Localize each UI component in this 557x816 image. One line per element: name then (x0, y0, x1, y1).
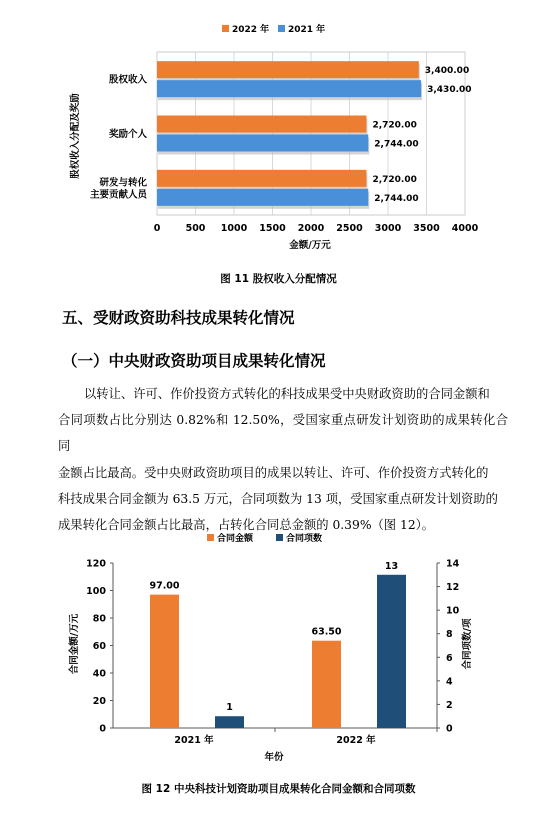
chart1-x-tick-label: 4000 (451, 223, 479, 234)
chart2-y2-tick-label: 2 (446, 699, 453, 711)
body-paragraph (58, 381, 508, 538)
chart2-y2-tick-label: 6 (446, 652, 453, 664)
chart1-x-tick-label: 500 (185, 223, 206, 234)
chart2-data-label: 13 (384, 560, 399, 572)
chart2-legend-label: 合同项数 (286, 534, 323, 544)
chart2-data-label: 1 (226, 702, 233, 714)
chart1-category-labels (90, 74, 149, 201)
chart2-x-axis-title: 年份 (264, 752, 284, 763)
chart2-y-tick-label: 100 (86, 586, 106, 597)
figure-11-caption: 图 11 股权收入分配情况 (220, 273, 337, 285)
chart1-data-label: 2,744.00 (374, 139, 419, 150)
paragraph-line: 科技成果合同金额为 63.5 万元，合同项数为 13 项，受国家重点研发计划资助的 (58, 491, 498, 506)
chart1-data-label: 2,744.00 (374, 193, 419, 204)
chart2-y-axis-title: 合同金额/万元 (69, 613, 80, 675)
chart2-data-label: 63.50 (311, 626, 342, 638)
chart1-data-label: 3,430.00 (427, 85, 472, 96)
chart1-category-label: 股权收入 (108, 74, 147, 86)
chart2-bar (377, 575, 406, 728)
equity-income-chart (0, 0, 557, 265)
chart1-data-label: 2,720.00 (372, 174, 417, 185)
chart1-legend-swatch (278, 25, 285, 32)
chart2-bar (215, 716, 244, 728)
chart2-x-tick-label: 2022 年 (336, 735, 376, 746)
contract-amount-count-chart (0, 525, 557, 775)
chart1-category-label: 主要贡献人员 (89, 189, 147, 201)
chart1-y-axis-title: 股权收入分配及奖励 (70, 93, 81, 179)
chart2-bar (312, 641, 341, 728)
chart1-x-tick-label: 1500 (259, 223, 286, 234)
chart2-legend-label: 合同金额 (217, 534, 254, 544)
chart1-bars (157, 61, 422, 209)
chart2-y-tick-label: 40 (92, 668, 106, 680)
paragraph-line: 以转让、许可、作价投资方式转化的科技成果受中央财政资助的合同金额和 (84, 387, 490, 401)
chart1-category-label: 研发与转化 (99, 177, 147, 189)
chart1-x-tick-label: 2000 (297, 223, 325, 234)
chart1-legend-swatch (222, 25, 229, 32)
chart2-y2-tick-label: 10 (446, 605, 460, 617)
chart1-data-label: 2,720.00 (372, 120, 417, 131)
chart2-y-tick-label: 60 (92, 641, 106, 652)
chart2-y2-tick-label: 0 (446, 723, 453, 735)
chart1-x-tick-label: 1000 (220, 223, 248, 234)
chart1-legend-label: 2021 年 (288, 25, 326, 35)
figure-12-caption: 图 12 中央科技计划资助项目成果转化合同金额和合同项数 (141, 783, 416, 795)
paragraph-line: 成果转化合同金额占比最高，占转化合同总金额的 0.39%（图 12）。 (58, 518, 435, 533)
chart1-bar (157, 135, 368, 152)
chart2-data-labels (149, 561, 398, 713)
paragraph-line: 合同项数占比分别达 0.82%和 12.50%，受国家重点研发计划资助的成果转化合同 (58, 413, 508, 454)
chart1-data-label: 3,400.00 (424, 66, 470, 77)
chart1-legend (222, 23, 325, 35)
chart1-x-tick-label: 3000 (374, 223, 402, 234)
chart1-x-tick-label: 2500 (336, 223, 363, 234)
chart1-x-axis-title: 金额/万元 (289, 240, 331, 251)
chart2-legend (207, 532, 322, 544)
chart1-x-tick-label: 0 (153, 223, 161, 234)
chart2-y2-tick-label: 4 (446, 676, 453, 688)
chart2-y2-tick-label: 12 (446, 582, 460, 594)
chart2-y-tick-label: 120 (86, 558, 106, 570)
chart2-y-tick-label: 0 (99, 723, 106, 735)
chart2-bars (150, 575, 406, 728)
section-title: 五、受财政资助科技成果转化情况 (62, 309, 295, 327)
paragraph-line: 金额占比最高。受中央财政资助项目的成果以转让、许可、作价投资方式转化的 (58, 465, 489, 480)
chart2-data-label: 97.00 (149, 580, 180, 592)
chart1-x-tick-label: 3500 (413, 223, 440, 234)
subsection-title: （一）中央财政资助项目成果转化情况 (62, 352, 326, 370)
chart2-y2-axis-title: 合同项数/项 (462, 618, 473, 670)
chart1-bar (157, 61, 419, 78)
chart1-bar (157, 116, 366, 133)
chart1-bar (157, 80, 421, 97)
chart1-bar (157, 170, 366, 187)
chart2-legend-swatch (207, 534, 214, 541)
chart2-legend-swatch (276, 534, 283, 541)
chart2-x-tick-label: 2021 年 (174, 735, 214, 746)
chart2-y-tick-label: 20 (92, 696, 106, 707)
chart2-bar (150, 595, 179, 728)
chart1-x-tick-labels (154, 223, 479, 234)
chart1-category-label: 奖励个人 (108, 129, 147, 140)
chart2-y2-tick-label: 14 (446, 558, 460, 570)
chart2-y-tick-label: 80 (92, 613, 106, 625)
chart2-y2-tick-label: 8 (446, 629, 453, 641)
chart1-bar (157, 189, 368, 206)
chart1-legend-label: 2022 年 (232, 25, 270, 35)
